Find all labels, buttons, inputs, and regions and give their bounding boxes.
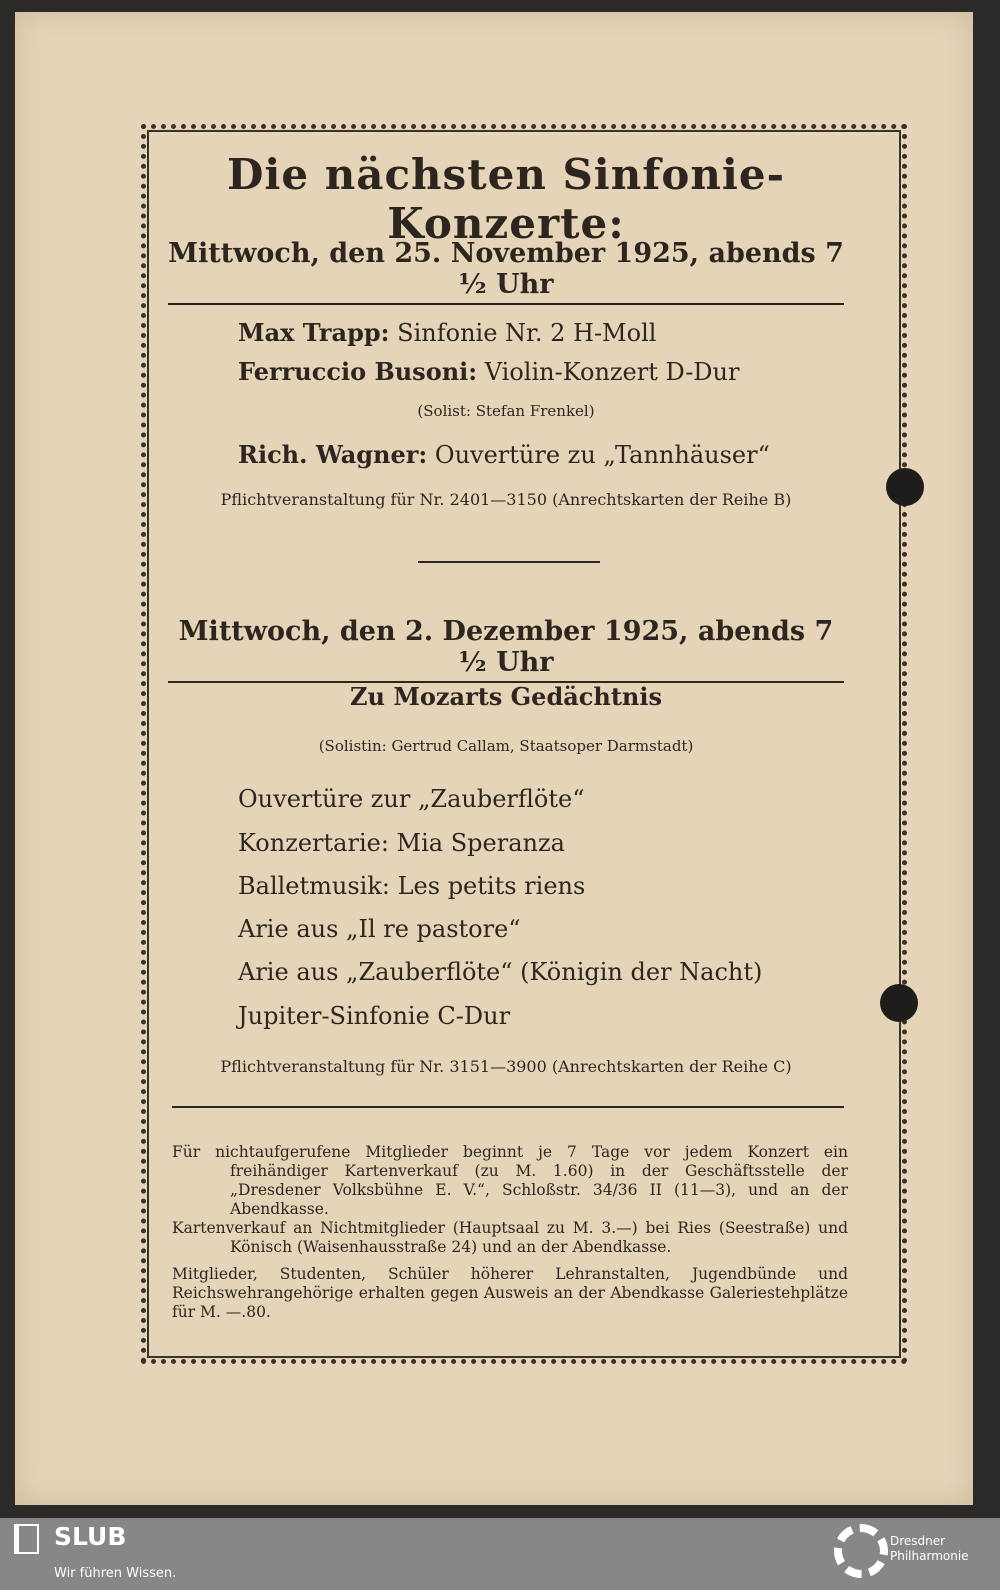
partner-name	[890, 1534, 969, 1564]
concert1-item	[238, 440, 770, 469]
punch-hole	[880, 984, 918, 1022]
concert2-item: Arie aus „Zauberflöte“ (Königin der Nacht)	[238, 958, 763, 986]
composer: Ferruccio Busoni:	[238, 357, 478, 386]
concert2-subtitle: Zu Mozarts Gedächtnis	[350, 682, 662, 711]
composer: Rich. Wagner:	[238, 440, 428, 469]
work: Violin-Konzert D-Dur	[484, 358, 740, 386]
work: Sinfonie Nr. 2 H-Moll	[397, 319, 657, 347]
partner-name-line1: Dresdner	[890, 1534, 946, 1548]
concert2-item: Jupiter-Sinfonie C-Dur	[238, 1002, 511, 1030]
concert2-date: Mittwoch, den 2. Dezember 1925, abends 7 ½ Uhr	[168, 616, 844, 683]
concert1-item	[238, 318, 656, 347]
slub-logo: SLUB	[54, 1522, 127, 1551]
book-icon	[14, 1524, 39, 1554]
footer-bar	[0, 1518, 1000, 1590]
note-discounts: Mitglieder, Studenten, Schüler höherer Lehranstalten, Jugendbünde und Reichswehrangehörige erhalten gegen Ausweis an der Abendkasse Galeriestehplätze für M. —.80.	[172, 1265, 848, 1321]
concert2-obligation: Pflichtveranstaltung für Nr. 3151—3900 (Anrechtskarten der Reihe C)	[220, 1057, 792, 1076]
concert2-item: Arie aus „Il re pastore“	[238, 915, 521, 943]
concert1-soloist: (Solist: Stefan Frenkel)	[417, 402, 595, 420]
partner-name-line2: Philharmonie	[890, 1549, 969, 1563]
concert2-soloist: (Solistin: Gertrud Callam, Staatsoper Darmstadt)	[318, 737, 694, 755]
concert1-date: Mittwoch, den 25. November 1925, abends 7 ½ Uhr	[168, 238, 844, 305]
note-nonmembers: Kartenverkauf an Nichtmitglieder (Hauptsaal zu M. 3.—) bei Ries (Seestraße) und Könisch (Waisenhausstraße 24) und an der Abendkasse.	[172, 1219, 848, 1256]
page-title: Die nächsten Sinfonie-Konzerte:	[226, 150, 786, 248]
concert2-item: Ouvertüre zur „Zauberflöte“	[238, 785, 585, 813]
note-members: Für nichtaufgerufene Mitglieder beginnt je 7 Tage vor jedem Konzert ein freihändiger Kartenverkauf (zu M. 1.60) in der Geschäftsstelle der „Dresdener Volksbühne E. V.“, Schloßstr. 34/36 II (11—3), und an der Abendkasse.	[172, 1143, 848, 1218]
composer: Max Trapp:	[238, 318, 390, 347]
work: Ouvertüre zu „Tannhäuser“	[434, 441, 770, 469]
philharmonie-logo-icon	[834, 1524, 888, 1578]
concert2-item: Balletmusik: Les petits riens	[238, 872, 586, 900]
divider	[418, 561, 600, 563]
divider	[172, 1106, 844, 1108]
concert1-obligation: Pflichtveranstaltung für Nr. 2401—3150 (Anrechtskarten der Reihe B)	[220, 490, 792, 509]
concert2-item: Konzertarie: Mia Speranza	[238, 829, 565, 857]
punch-hole	[886, 468, 924, 506]
concert1-item	[238, 357, 739, 386]
notes	[172, 1143, 848, 1330]
slub-tagline: Wir führen Wissen.	[54, 1566, 177, 1581]
